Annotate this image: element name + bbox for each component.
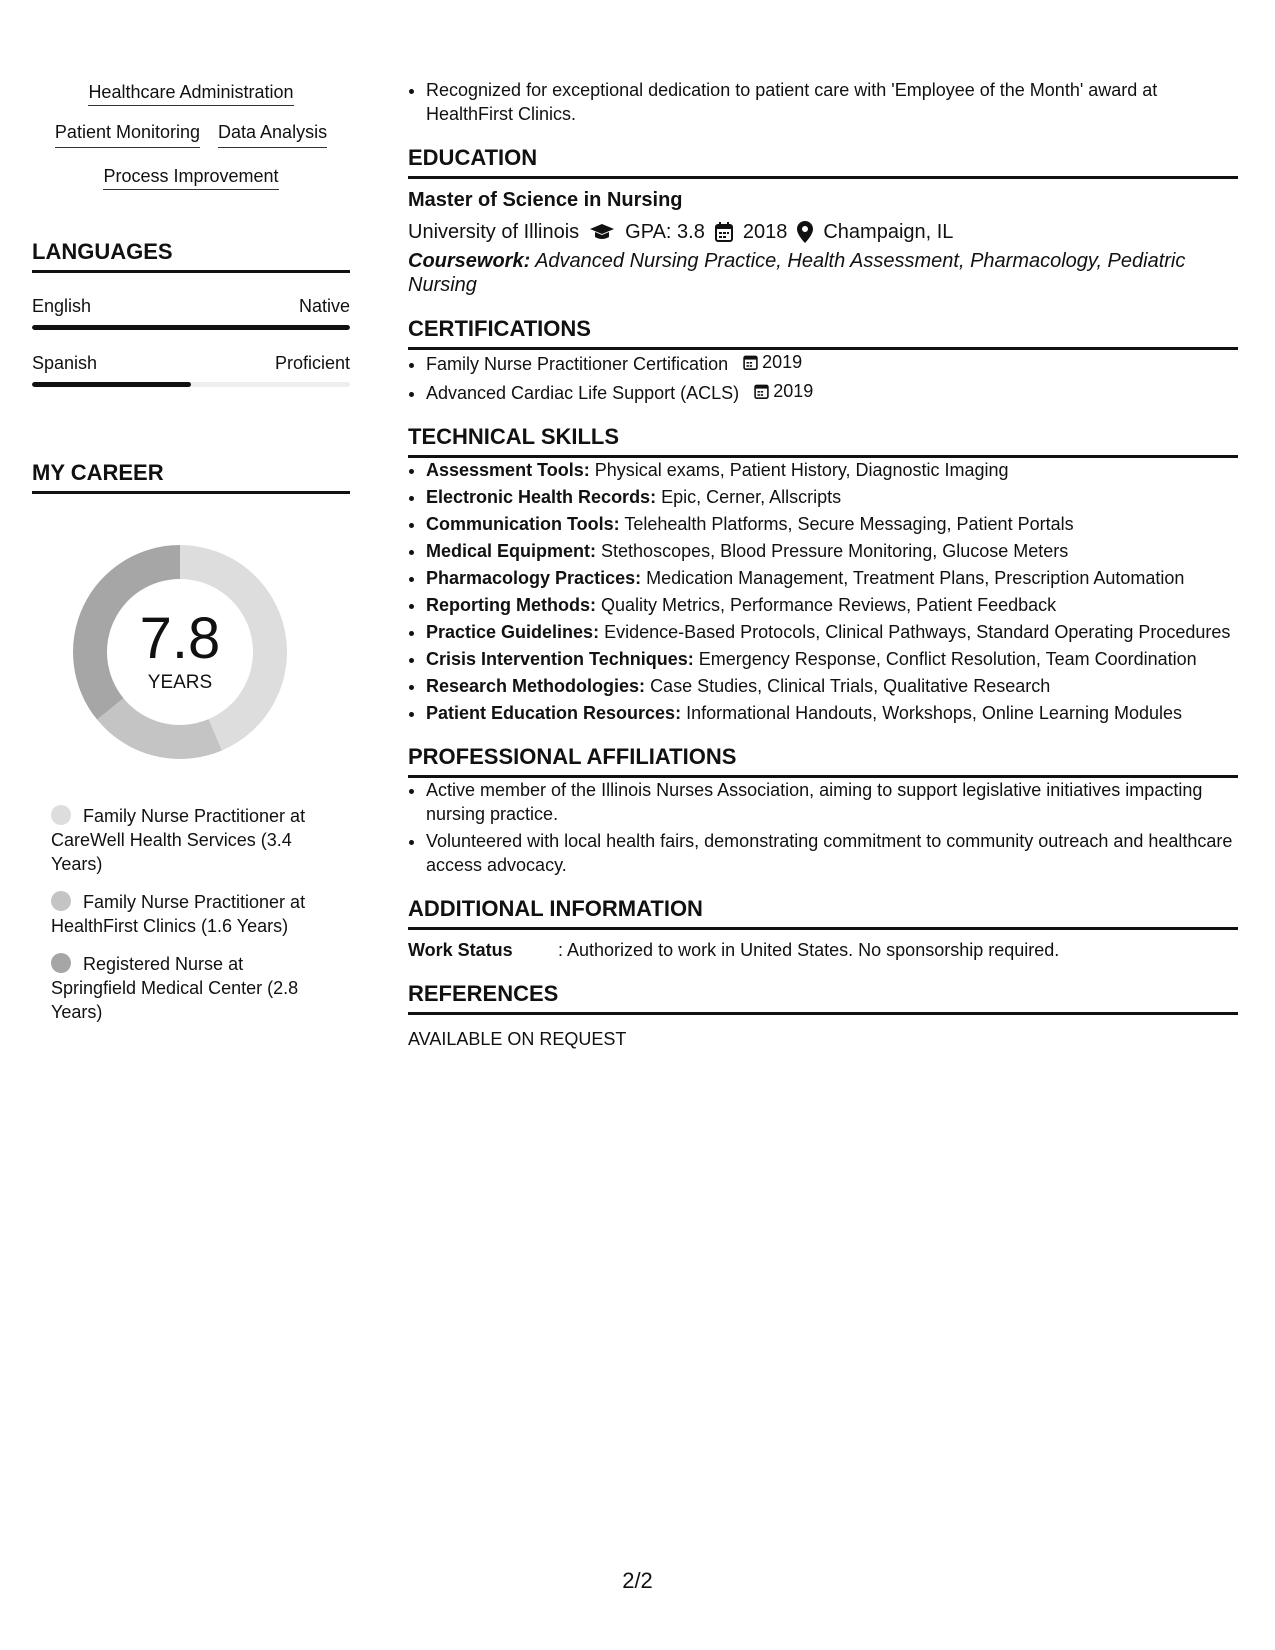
legend-dot <box>51 953 71 973</box>
technical-skill-item: • Patient Education Resources: Informational Handouts, Workshops, Online Learning Modules <box>426 701 1238 725</box>
career-legend-item <box>51 890 331 938</box>
experience-bullets <box>408 78 1238 126</box>
school-name: University of Illinois <box>408 221 580 243</box>
career-unit: YEARS <box>147 672 213 693</box>
sidebar <box>32 80 350 1038</box>
language-bar-fill <box>32 325 350 330</box>
skills-tags <box>32 80 350 188</box>
career-legend-item <box>51 804 331 876</box>
coursework <box>408 249 1238 297</box>
coursework-list: Advanced Nursing Practice, Health Assessment, Pharmacology, Pediatric Nursing <box>408 250 1186 296</box>
certifications-list <box>408 350 1238 405</box>
legend-label: Family Nurse Practitioner at CareWell Health Services (3.4 Years) <box>51 806 306 874</box>
additional-info-heading: ADDITIONAL INFORMATION <box>408 895 1238 930</box>
language-item <box>32 352 350 387</box>
references-text: AVAILABLE ON REQUEST <box>408 1029 627 1049</box>
work-status <box>408 938 1238 962</box>
languages-heading: LANGUAGES <box>32 238 350 273</box>
career-legend <box>51 804 331 1024</box>
certifications-heading: CERTIFICATIONS <box>408 315 1238 350</box>
affiliation-item: • Active member of the Illinois Nurses Association, aiming to support legislative initiatives impacting nursing practice. <box>426 778 1238 826</box>
language-name: Spanish <box>32 353 98 373</box>
calendar-icon <box>754 383 769 399</box>
skill-tag: Patient Monitoring <box>55 120 200 148</box>
technical-skill-item: • Communication Tools: Telehealth Platforms, Secure Messaging, Patient Portals <box>426 512 1238 536</box>
technical-skills-heading: TECHNICAL SKILLS <box>408 423 1238 458</box>
graduation-year: 2018 <box>742 221 788 243</box>
coursework-label: Coursework: <box>408 250 531 272</box>
technical-skill-item: • Assessment Tools: Physical exams, Patient History, Diagnostic Imaging <box>426 458 1238 482</box>
calendar-icon <box>743 354 758 370</box>
skill-tag: Data Analysis <box>218 120 327 148</box>
certification-year: 2019 <box>762 352 803 372</box>
technical-skill-item: • Reporting Methods: Quality Metrics, Performance Reviews, Patient Feedback <box>426 593 1238 617</box>
technical-skill-item: • Medical Equipment: Stethoscopes, Blood Pressure Monitoring, Glucose Meters <box>426 539 1238 563</box>
skill-tag-row <box>32 164 350 188</box>
technical-skill-item: • Research Methodologies: Case Studies, Clinical Trials, Qualitative Research <box>426 674 1238 698</box>
certification-item <box>426 350 1238 376</box>
legend-label: Registered Nurse at Springfield Medical Center (2.8 Years) <box>51 954 299 1022</box>
affiliation-item: • Volunteered with local health fairs, demonstrating commitment to community outreach and healthcare access advocacy. <box>426 829 1238 877</box>
career-donut <box>66 538 294 766</box>
legend-label: Family Nurse Practitioner at HealthFirst Clinics (1.6 Years) <box>51 892 306 936</box>
career-total-years: 7.8 <box>139 606 221 671</box>
education-details <box>408 219 1238 245</box>
school-location: Champaign, IL <box>823 221 954 243</box>
degree-title: Master of Science in Nursing <box>408 189 683 211</box>
language-level: Native <box>298 296 350 316</box>
technical-skill-item: • Electronic Health Records: Epic, Cerner, Allscripts <box>426 485 1238 509</box>
language-level: Proficient <box>274 353 350 373</box>
certification-name: Family Nurse Practitioner Certification <box>426 354 729 374</box>
affiliations-heading: PROFESSIONAL AFFILIATIONS <box>408 743 1238 778</box>
technical-skill-item: • Pharmacology Practices: Medication Management, Treatment Plans, Prescription Automation <box>426 566 1238 590</box>
technical-skill-item: • Practice Guidelines: Evidence-Based Protocols, Clinical Pathways, Standard Operating Procedures <box>426 620 1238 644</box>
legend-dot <box>51 805 71 825</box>
certification-item <box>426 379 1238 405</box>
certification-year: 2019 <box>773 381 814 401</box>
references-heading: REFERENCES <box>408 980 1238 1015</box>
main-content <box>408 78 1238 1051</box>
experience-bullet: • Recognized for exceptional dedication to patient care with 'Employee of the Month' award at HealthFirst Clinics. <box>426 78 1238 126</box>
language-name: English <box>32 296 92 316</box>
graduation-cap-icon <box>589 223 615 241</box>
technical-skills-list <box>408 458 1238 725</box>
location-pin-icon <box>797 221 813 243</box>
skill-tag-row <box>32 80 350 104</box>
skill-tag: Process Improvement <box>103 166 278 190</box>
career-legend-item <box>51 952 331 1024</box>
gpa: GPA: 3.8 <box>625 221 705 243</box>
education-heading: EDUCATION <box>408 144 1238 179</box>
technical-skill-item: • Crisis Intervention Techniques: Emergency Response, Conflict Resolution, Team Coordination <box>426 647 1238 671</box>
skill-tag: Healthcare Administration <box>88 82 293 106</box>
legend-dot <box>51 891 71 911</box>
certification-name: Advanced Cardiac Life Support (ACLS) <box>426 383 740 403</box>
page-number: 2/2 <box>622 1568 653 1593</box>
calendar-icon <box>715 222 733 242</box>
work-status-value: : Authorized to work in United States. No sponsorship required. <box>558 940 1060 960</box>
language-bar-fill <box>32 382 191 387</box>
language-bar <box>32 325 350 330</box>
work-status-label: Work Status <box>408 940 513 960</box>
language-bar <box>32 382 350 387</box>
affiliations-list <box>408 778 1238 877</box>
career-heading: MY CAREER <box>32 459 350 494</box>
language-item <box>32 295 350 330</box>
